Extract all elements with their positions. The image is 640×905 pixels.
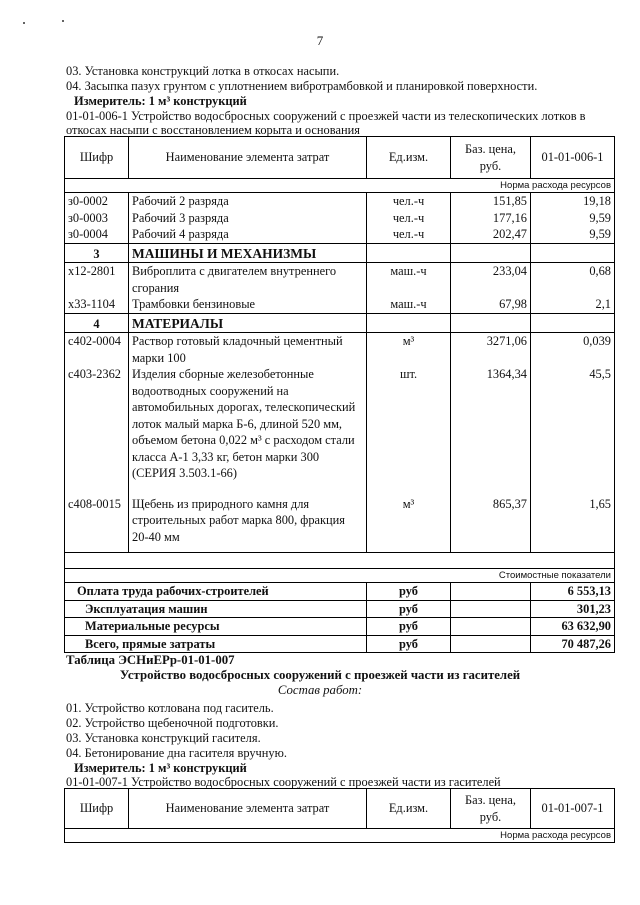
total-row — [65, 600, 615, 618]
norm-label: Норма расхода ресурсов — [65, 179, 615, 193]
table-header-row — [65, 137, 615, 179]
total-value: 63 632,90 — [531, 618, 615, 636]
cell-name: Раствор готовый кладочный цементный марки 100 — [129, 333, 367, 367]
header-unit: Ед.изм. — [367, 137, 451, 179]
table-row — [65, 263, 615, 297]
total-row — [65, 583, 615, 601]
description-1b: откосах насыпи с восстановлением корыта и основания — [66, 123, 360, 137]
header-code: Шифр — [65, 789, 129, 829]
work-item: 02. Устройство щебеночной подготовки. — [66, 716, 279, 730]
cell-norm: 45,5 — [531, 366, 615, 496]
header-name: Наименование элемента затрат — [129, 789, 367, 829]
total-value: 301,23 — [531, 600, 615, 618]
cell-price: 177,16 — [451, 210, 531, 227]
cell-code: з0-0004 — [65, 226, 129, 243]
table-row — [65, 496, 615, 553]
cell-unit: маш.-ч — [367, 263, 451, 297]
total-unit: руб — [367, 600, 451, 618]
cost-label: Стоимостные показатели — [65, 569, 615, 583]
norm-label-row — [65, 179, 615, 193]
resource-table-1 — [64, 136, 615, 653]
table-header-row — [65, 789, 615, 829]
measurer-1: Измеритель: 1 м³ конструкций — [74, 94, 247, 108]
cell-norm: 0,039 — [531, 333, 615, 367]
cell-norm: 2,1 — [531, 296, 615, 313]
header-price: Баз. цена, руб. — [451, 789, 531, 829]
table-row — [65, 193, 615, 210]
cell-price: 67,98 — [451, 296, 531, 313]
cell-code: з0-0003 — [65, 210, 129, 227]
cell-norm: 0,68 — [531, 263, 615, 297]
table-row — [65, 296, 615, 313]
norm-label: Норма расхода ресурсов — [65, 829, 615, 843]
total-name: Оплата труда рабочих-строителей — [65, 583, 367, 601]
section-number: 4 — [65, 313, 129, 333]
intro-line-1: 03. Установка конструкций лотка в откосах насыпи. — [66, 64, 340, 78]
header-norm: 01-01-007-1 — [531, 789, 615, 829]
work-item: 03. Установка конструкций гасителя. — [66, 731, 261, 745]
cell-price: 3271,06 — [451, 333, 531, 367]
cell-unit: чел.-ч — [367, 193, 451, 210]
total-value: 70 487,26 — [531, 635, 615, 653]
total-value: 6 553,13 — [531, 583, 615, 601]
cell-code: с408-0015 — [65, 496, 129, 553]
table-row — [65, 226, 615, 243]
cell-name: Изделия сборные железобетонные водоотводных сооружений на автомобильных дорогах, телескопический лоток малый марка Б-6, длиной 520 мм, объемом бетона 0,022 м³ с расходом стали класса А-1 3,33 кг, бетон марки 300 (СЕРИЯ 3.503.1-66) — [129, 366, 367, 496]
cell-name: Щебень из природного камня для строительных работ марка 800, фракция 20-40 мм — [129, 496, 367, 553]
cell-price: 865,37 — [451, 496, 531, 553]
cell-name: Рабочий 2 разряда — [129, 193, 367, 210]
total-unit: руб — [367, 583, 451, 601]
total-unit: руб — [367, 618, 451, 636]
cell-code: с402-0004 — [65, 333, 129, 367]
section-row-materials — [65, 313, 615, 333]
work-item: 01. Устройство котлована под гаситель. — [66, 701, 274, 715]
cell-unit: чел.-ч — [367, 226, 451, 243]
header-norm: 01-01-006-1 — [531, 137, 615, 179]
cell-unit: шт. — [367, 366, 451, 496]
header-price: Баз. цена, руб. — [451, 137, 531, 179]
works-label: Состав работ: — [277, 683, 363, 697]
total-name: Эксплуатация машин — [65, 600, 367, 618]
description-1a: 01-01-006-1 Устройство водосбросных сооружений с проезжей части из телескопических лотков в — [66, 109, 586, 123]
scan-dot — [23, 22, 25, 24]
table-2-title: Таблица ЭСНиЕРр-01-01-007 — [66, 653, 235, 667]
cell-code: с403-2362 — [65, 366, 129, 496]
cell-name: Виброплита с двигателем внутреннего сгорания — [129, 263, 367, 297]
header-unit: Ед.изм. — [367, 789, 451, 829]
cell-price: 233,04 — [451, 263, 531, 297]
table-2-subtitle: Устройство водосбросных сооружений с проезжей части из гасителей — [119, 668, 521, 682]
cell-unit: м³ — [367, 496, 451, 553]
cell-code: х12-2801 — [65, 263, 129, 297]
cell-code: х33-1104 — [65, 296, 129, 313]
section-title: МАШИНЫ И МЕХАНИЗМЫ — [129, 243, 367, 263]
resource-table-2 — [64, 788, 615, 843]
cell-norm: 19,18 — [531, 193, 615, 210]
work-item: 04. Бетонирование дна гасителя вручную. — [66, 746, 287, 760]
cell-unit: маш.-ч — [367, 296, 451, 313]
cell-price: 202,47 — [451, 226, 531, 243]
cost-label-row — [65, 569, 615, 583]
total-name: Материальные ресурсы — [65, 618, 367, 636]
cell-price: 151,85 — [451, 193, 531, 210]
measurer-2: Измеритель: 1 м³ конструкций — [74, 761, 247, 775]
cell-code: з0-0002 — [65, 193, 129, 210]
scan-dot — [62, 20, 64, 22]
cell-unit: чел.-ч — [367, 210, 451, 227]
cell-name: Рабочий 4 разряда — [129, 226, 367, 243]
cell-price: 1364,34 — [451, 366, 531, 496]
table-row — [65, 366, 615, 496]
header-name: Наименование элемента затрат — [129, 137, 367, 179]
cell-name: Рабочий 3 разряда — [129, 210, 367, 227]
intro-line-2: 04. Засыпка пазух грунтом с уплотнением вибротрамбовкой и планировкой поверхности. — [66, 79, 538, 93]
header-code: Шифр — [65, 137, 129, 179]
total-row — [65, 618, 615, 636]
total-unit: руб — [367, 635, 451, 653]
spacer-row — [65, 553, 615, 569]
cell-norm: 1,65 — [531, 496, 615, 553]
description-2: 01-01-007-1 Устройство водосбросных сооружений с проезжей части из гасителей — [66, 775, 501, 789]
section-title: МАТЕРИАЛЫ — [129, 313, 367, 333]
norm-label-row — [65, 829, 615, 843]
table-row — [65, 333, 615, 367]
total-name: Всего, прямые затраты — [65, 635, 367, 653]
cell-norm: 9,59 — [531, 226, 615, 243]
table-row — [65, 210, 615, 227]
cell-unit: м³ — [367, 333, 451, 367]
cell-norm: 9,59 — [531, 210, 615, 227]
section-row-machines — [65, 243, 615, 263]
section-number: 3 — [65, 243, 129, 263]
total-row — [65, 635, 615, 653]
page-number: 7 — [316, 33, 324, 48]
cell-name: Трамбовки бензиновые — [129, 296, 367, 313]
